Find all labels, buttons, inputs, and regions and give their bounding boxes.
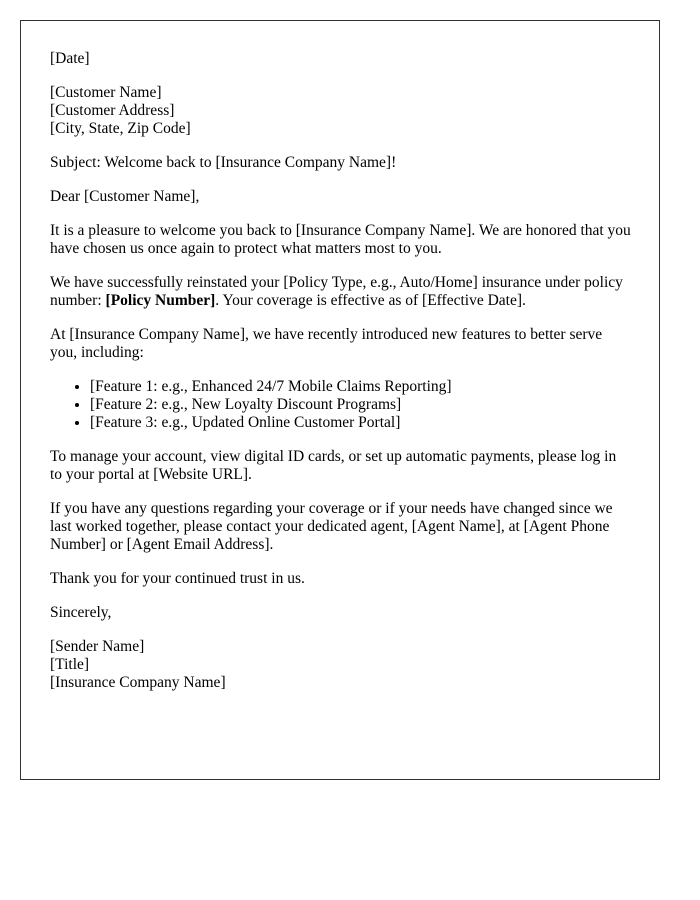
recipient-block [50, 84, 631, 138]
letter-date: [Date] [50, 50, 90, 67]
closing: Sincerely, [50, 604, 112, 621]
recipient-name: [Customer Name] [50, 84, 162, 101]
intro-paragraph: It is a pleasure to welcome you back to [Insurance Company Name]. We are honored that you have chosen us once again to protect what matters most to you. [50, 222, 631, 257]
signature-block [50, 638, 631, 692]
sender-title: [Title] [50, 656, 90, 673]
feature-item: • [Feature 1: e.g., Enhanced 24/7 Mobile Claims Reporting] [90, 378, 631, 396]
thanks-line: Thank you for your continued trust in us. [50, 570, 305, 587]
contact-paragraph: If you have any questions regarding your coverage or if your needs have changed since we last worked together, please contact your dedicated agent, [Agent Name], at [Agent Phone Number] or [Agent Email Address]. [50, 500, 613, 553]
reinstatement-text-after: . Your coverage is effective as of [Effective Date]. [215, 292, 526, 309]
recipient-city-state-zip: [City, State, Zip Code] [50, 120, 191, 137]
features-intro: At [Insurance Company Name], we have recently introduced new features to better serve you, including: [50, 326, 603, 361]
feature-item: • [Feature 3: e.g., Updated Online Customer Portal] [90, 414, 631, 432]
portal-paragraph: To manage your account, view digital ID cards, or set up automatic payments, please log in to your portal at [Website URL]. [50, 448, 617, 483]
features-list [50, 378, 631, 432]
letter [20, 20, 660, 780]
subject-line: Subject: Welcome back to [Insurance Company Name]! [50, 154, 397, 171]
sender-company: [Insurance Company Name] [50, 674, 226, 691]
recipient-address: [Customer Address] [50, 102, 175, 119]
salutation: Dear [Customer Name], [50, 188, 200, 205]
feature-item: • [Feature 2: e.g., New Loyalty Discount Programs] [90, 396, 631, 414]
policy-number: [Policy Number] [105, 292, 216, 309]
reinstatement-paragraph [50, 274, 631, 310]
sender-name: [Sender Name] [50, 638, 145, 655]
reinstatement-text-before: We have successfully reinstated your [Policy Type, e.g., Auto/Home] insurance under policy number: [50, 274, 623, 309]
